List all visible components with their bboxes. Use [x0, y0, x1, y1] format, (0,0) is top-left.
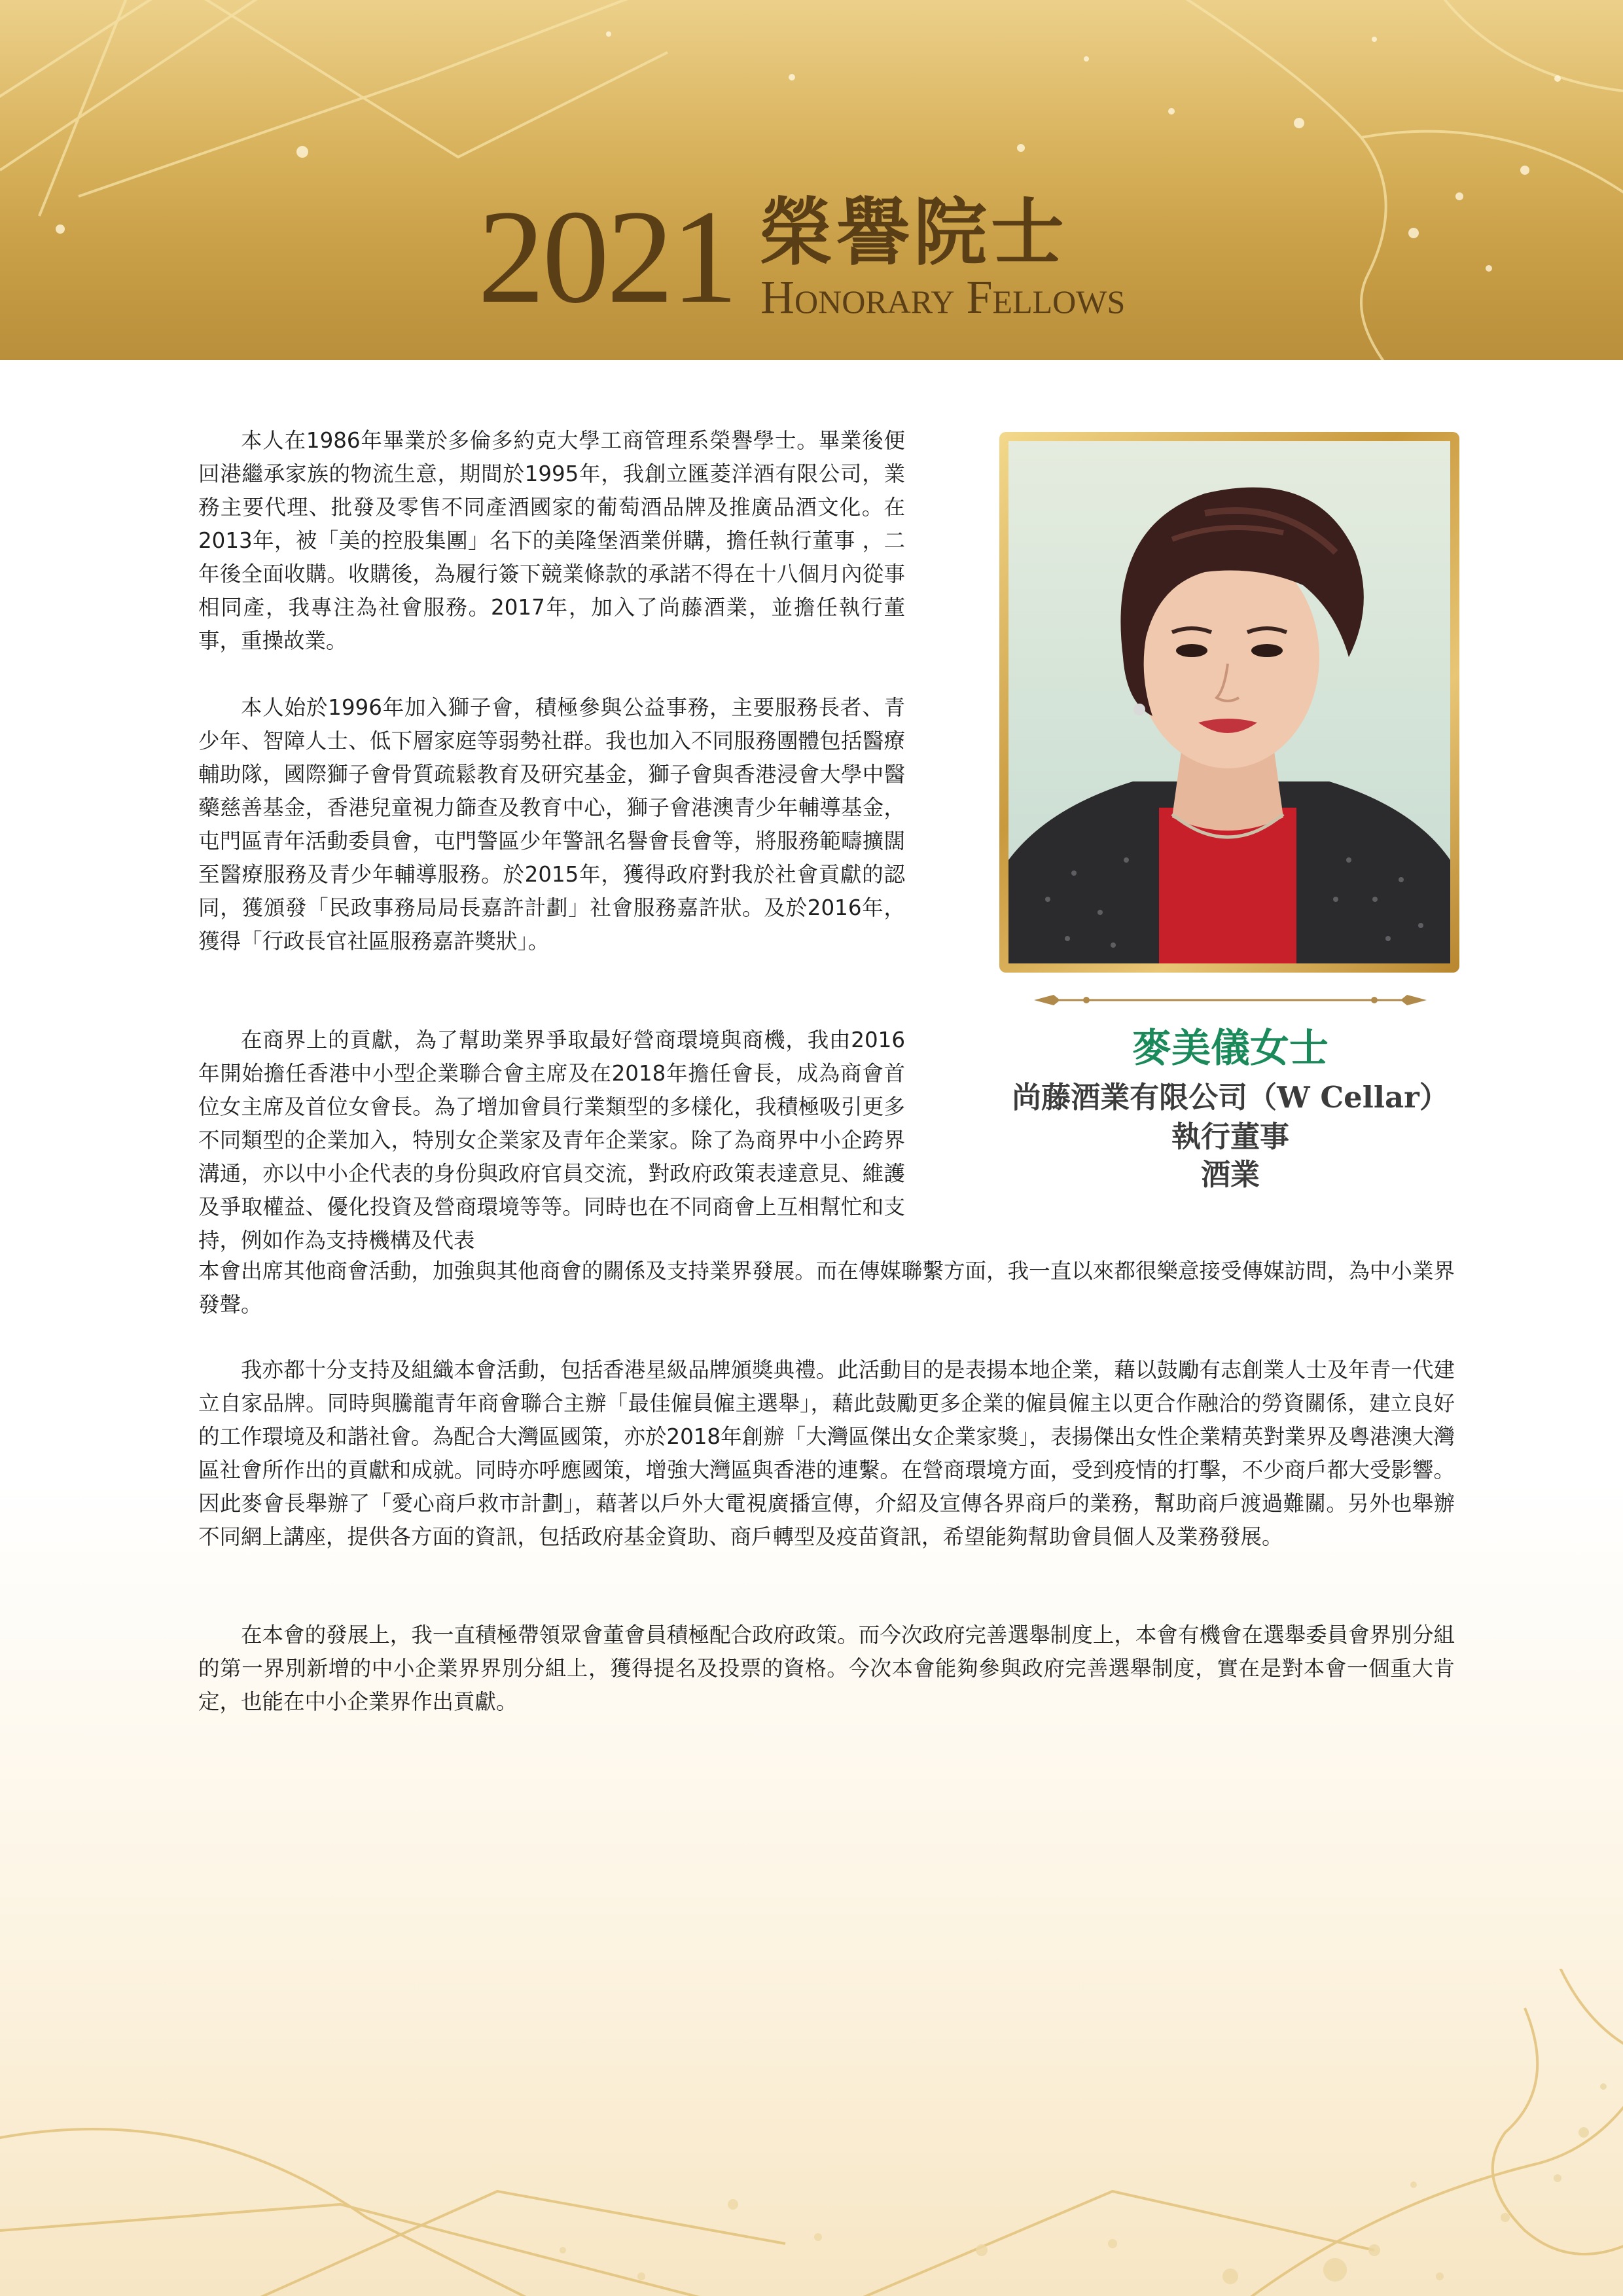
paragraph-1: 本人在1986年畢業於多倫多約克大學工商管理系榮譽學士。畢業後便回港繼承家族的物流生意，期間於1995年，我創立匯菱洋酒有限公司，業務主要代理、批發及零售不同產酒國家的葡萄酒品牌及推廣品酒文化。在2013年，被「美的控股集團」名下的美隆堡酒業併購，擔任執行董事 ，二年後全面收購。收購後，為履行簽下競業條款的承諾不得在十八個月內從事相同產，我專注為社會服務。2017年，加入了尚藤酒業，並擔任執行董事，重操故業。: [198, 428, 905, 653]
footer-decoration: [0, 1969, 1623, 2296]
portrait-frame: [999, 432, 1459, 973]
paragraph-5: 在本會的發展上，我一直積極帶領眾會董會員積極配合政府政策。而今次政府完善選舉制度上，本會有機會在選舉委員會界別分組的第一界別新增的中小企業界界別分組上，獲得提名及投票的資格。今次本會能夠參與政府完善選舉制度，實在是對本會一個重大肯定，也能在中小企業界作出貢獻。: [198, 1623, 1455, 1714]
paragraph-4: 我亦都十分支持及組織本會活動，包括香港星級品牌頒獎典禮。此活動目的是表揚本地企業，藉以鼓勵有志創業人士及年青一代建立自家品牌。同時與騰龍青年商會聯合主辦「最佳僱員僱主選舉」，藉此鼓勵更多企業的僱員僱主以更合作融洽的勞資關係，建立良好的工作環境及和諧社會。為配合大灣區國策，亦於2018年創辦「大灣區傑出女企業家獎」，表揚傑出女性企業精英對業界及粵港澳大灣區社會所作出的貢獻和成就。同時亦呼應國策，增強大灣區與香港的連繫。在營商環境方面，受到疫情的打擊，不少商戶都大受影響。因此麥會長舉辦了「愛心商戶救市計劃」，藉著以戶外大電視廣播宣傳，介紹及宣傳各界商戶的業務，幫助商戶渡過難關。另外也舉辦不同網上講座，提供各方面的資訊，包括政府基金資助、商戶轉型及疫苗資訊，希望能夠幫助會員個人及業務發展。: [198, 1357, 1455, 1549]
fellow-position: 執行董事: [1171, 1119, 1289, 1154]
ornamental-divider: [1027, 987, 1433, 1013]
title-chinese: 榮譽院士: [759, 190, 1068, 276]
fellow-name: 麥美儀女士: [1132, 1026, 1329, 1071]
portrait-illustration: [1008, 441, 1450, 963]
title-year: 2021: [478, 183, 736, 331]
paragraph-3-continued: 本會出席其他商會活動，加強與其他商會的關係及支持業界發展。而在傳媒聯繫方面，我一直以來都很樂意接受傳媒訪問，為中小業界發聲。: [198, 1259, 1455, 1317]
fellow-industry: 酒業: [1200, 1157, 1260, 1192]
title-english: Honorary Fellows: [760, 271, 1126, 323]
portrait-photo: [1008, 441, 1450, 963]
paragraph-3: 在商界上的貢獻，為了幫助業界爭取最好營商環境與商機，我由2016年開始擔任香港中小型企業聯合會主席及在2018年擔任會長，成為商會首位女主席及首位女會長。為了增加會員行業類型的多樣化，我積極吸引更多不同類型的企業加入，特別女企業家及青年企業家。除了為商界中小企跨界溝通，亦以中小企代表的身份與政府官員交流，對政府政策表達意見、維護及爭取權益、優化投資及營商環境等等。同時也在不同商會上互相幫忙和支持，例如作為支持機構及代表: [198, 1028, 905, 1253]
paragraph-2: 本人始於1996年加入獅子會，積極參與公益事務，主要服務長者、青少年、智障人士、低下層家庭等弱勢社群。我也加入不同服務團體包括醫療輔助隊，國際獅子會骨質疏鬆教育及研究基金，獅子會與香港浸會大學中醫藥慈善基金，香港兒童視力篩查及教育中心，獅子會港澳青少年輔導基金，屯門區青年活動委員會，屯門警區少年警訊名譽會長會等，將服務範疇擴闊至醫療服務及青少年輔導服務。於2015年，獲得政府對我於社會貢獻的認同，獲頒發「民政事務局局長嘉許計劃」社會服務嘉許狀。及於2016年，獲得「行政長官社區服務嘉許獎狀」。: [198, 695, 905, 954]
header-banner: [0, 0, 1623, 360]
fellow-company: 尚藤酒業有限公司（W Cellar）: [1012, 1080, 1449, 1115]
